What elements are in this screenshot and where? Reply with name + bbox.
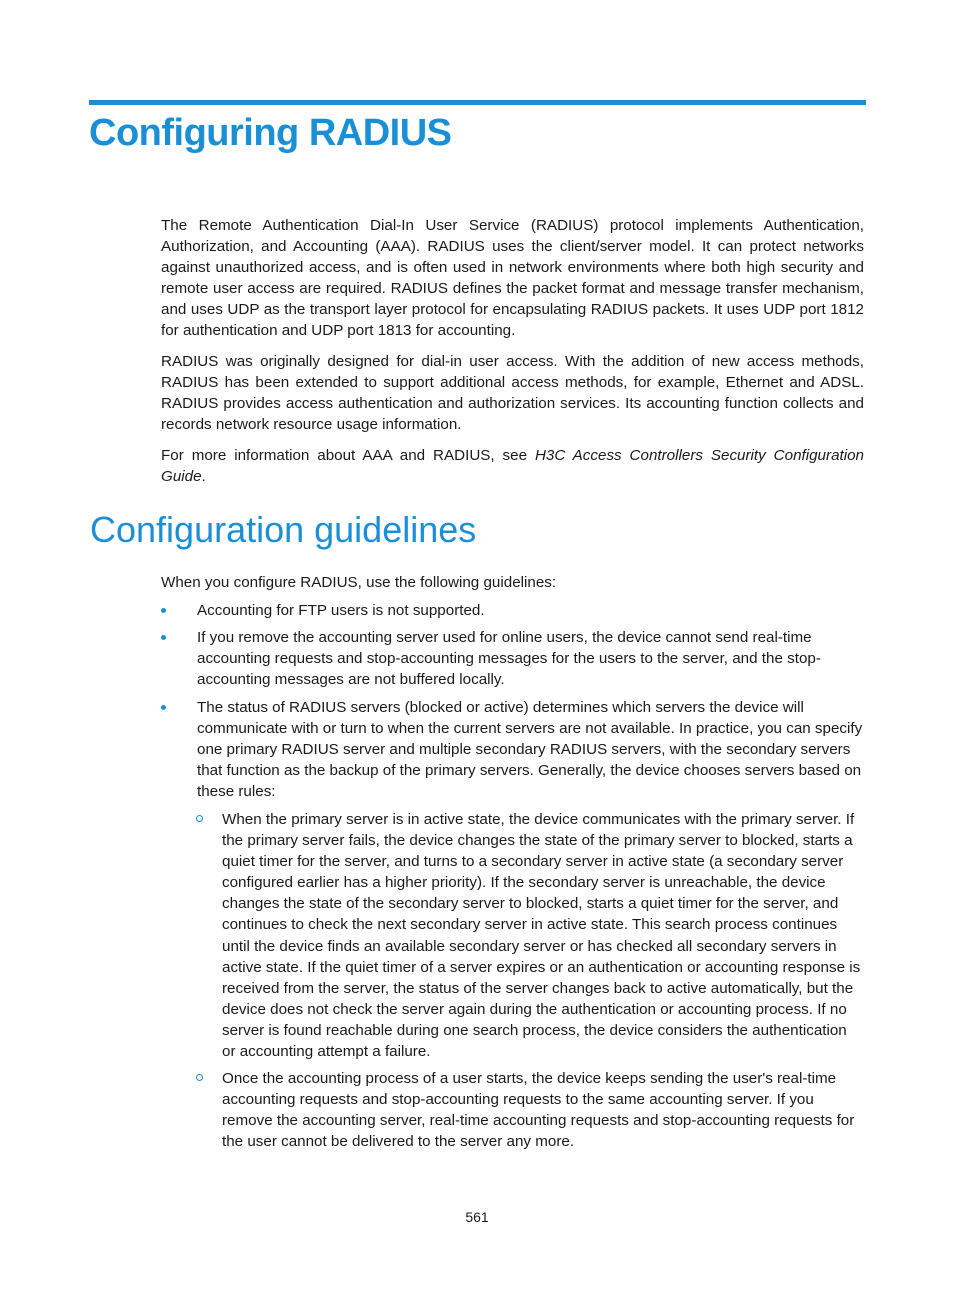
chapter-title: Configuring RADIUS xyxy=(89,112,452,154)
guide-reference: H3C Access Controllers Security Configuration Guide xyxy=(161,447,864,486)
bullet-text: If you remove the accounting server used for online users, the device cannot send real-time accounting requests and stop-accounting messages for the users to the server, and the stop-accounting messages are not buffered locally. xyxy=(197,629,821,689)
reference-suffix: . xyxy=(201,468,206,486)
intro-paragraph-1: The Remote Authentication Dial-In User Service (RADIUS) protocol implements Authentication, Authorization, and Accounting (AAA). RADIUS uses the client/server model. It can protect networks against unauthorized access, and is often used in network environments where both high security and remote user access are required. RADIUS defines the packet format and message transfer mechanism, and uses UDP as the transport layer protocol for encapsulating RADIUS packets. It uses UDP port 1812 for authentication and UDP port 1813 for accounting. xyxy=(161,217,864,340)
chapter-top-rule xyxy=(89,100,866,105)
page-number: 561 xyxy=(465,1209,489,1225)
bullet-dot-icon xyxy=(161,705,166,710)
reference-prefix: For more information about AAA and RADIUS, see xyxy=(161,447,535,464)
sub-bullet-text: When the primary server is in active state, the device communicates with the primary server. If the primary server fails, the device changes the state of the primary server to blocked, starts a quiet timer for the server, and turns to a secondary server in active state (a secondary server configured earlier has a higher priority). If the secondary server is unreachable, the device changes the state of the secondary server to blocked, starts a quiet timer for the server, and continues to check the next secondary server in active state. This search process continues until the device finds an available secondary server or has checked all secondary servers in active state. If the quiet timer of a server expires or an authentication or accounting response is received from the server, the status of the server changes back to active automatically, but the device does not check the server again during the authentication or accounting process. If no server is found reachable during one search process, the device considers the authentication or accounting attempt a failure. xyxy=(222,811,861,1061)
section-title: Configuration guidelines xyxy=(90,509,477,550)
hollow-circle-icon xyxy=(196,815,203,822)
bullet-text: The status of RADIUS servers (blocked or active) determines which servers the device will communicate with or turn to when the current servers are not available. In practice, you can specify one primary RADIUS server and multiple secondary RADIUS servers, with the secondary servers that function as the backup of the primary servers. Generally, the device chooses servers based on these rules: xyxy=(197,699,863,801)
hollow-circle-icon xyxy=(196,1074,203,1081)
intro-paragraph-2: RADIUS was originally designed for dial-in user access. With the addition of new access methods, RADIUS has been extended to support additional access methods, for example, Ethernet and ADSL. RADIUS provides access authentication and authorization services. Its accounting function collects and records network resource usage information. xyxy=(161,353,864,434)
reference-paragraph xyxy=(161,445,864,487)
sub-bullet-text: Once the accounting process of a user starts, the device keeps sending the user's real-time accounting requests and stop-accounting requests to the same accounting server. If you remove the accounting server, real-time accounting requests and stop-accounting requests for the user cannot be delivered to the server any more. xyxy=(222,1070,855,1151)
bullet-dot-icon xyxy=(161,635,166,640)
guidelines-intro: When you configure RADIUS, use the following guidelines: xyxy=(161,574,557,591)
bullet-text: Accounting for FTP users is not supported. xyxy=(197,602,485,619)
bullet-dot-icon xyxy=(161,608,166,613)
